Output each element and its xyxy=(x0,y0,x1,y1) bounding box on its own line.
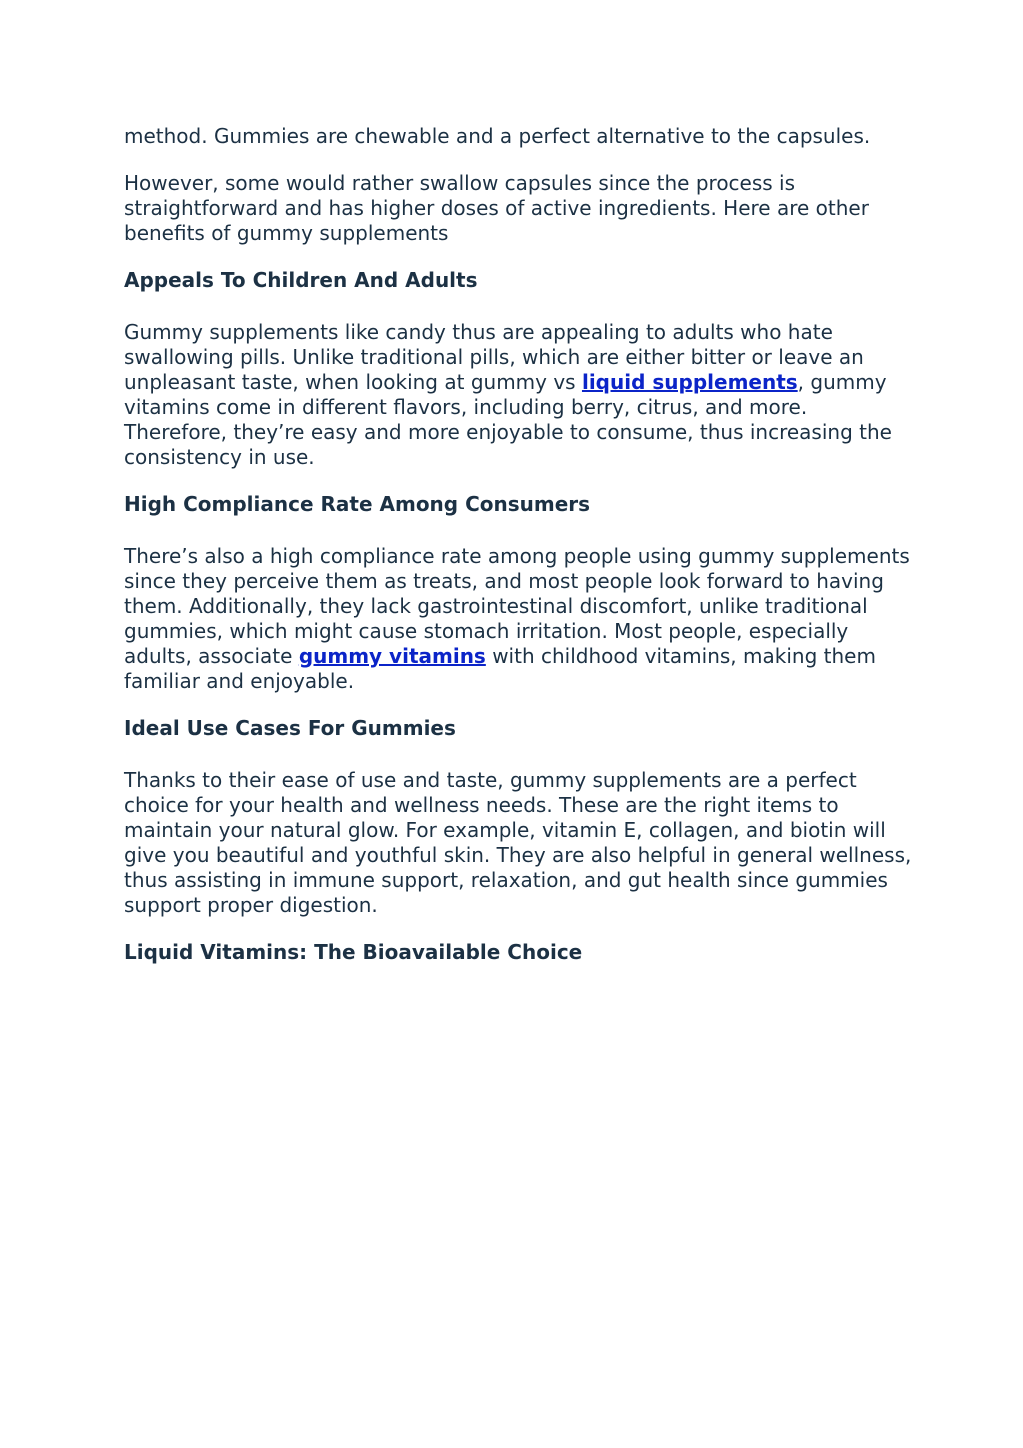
section-paragraph-compliance xyxy=(124,544,914,694)
section-heading-appeals: Appeals To Children And Adults xyxy=(124,268,478,292)
document-page xyxy=(124,124,914,992)
gummy-vitamins-link[interactable]: gummy vitamins xyxy=(298,644,486,668)
paragraph-text: There’s also a high compliance rate among people using gummy supplements since they perceive them as treats, and most people look forward to having them. Additionally, they lack gastrointestinal discomfort, unlike traditional gummies, which might cause stomach irritation. Most people, especially adults, associate xyxy=(124,544,910,668)
paragraph-text: with childhood vitamins, making them familiar and enjoyable. xyxy=(124,644,876,693)
section-heading-compliance: High Compliance Rate Among Consumers xyxy=(124,492,591,516)
paragraph-text: , gummy vitamins come in different flavors, including berry, citrus, and more. Therefore, they’re easy and more enjoyable to consume, thus increasing the consistency in use. xyxy=(124,370,892,469)
section-heading-liquid-vitamins: Liquid Vitamins: The Bioavailable Choice xyxy=(124,940,583,964)
liquid-supplements-link[interactable]: liquid supplements xyxy=(581,370,798,394)
section-paragraph-use-cases: Thanks to their ease of use and taste, gummy supplements are a perfect choice for your health and wellness needs. These are the right items to maintain your natural glow. For example, vitamin E, collagen, and biotin will give you beautiful and youthful skin. They are also helpful in general wellness, thus assisting in immune support, relaxation, and gut health since gummies support proper digestion. xyxy=(124,768,912,917)
intro-paragraph-1: method. Gummies are chewable and a perfect alternative to the capsules. xyxy=(124,124,871,148)
section-heading-use-cases: Ideal Use Cases For Gummies xyxy=(124,716,456,740)
paragraph-text: Gummy supplements like candy thus are appealing to adults who hate swallowing pills. Unlike traditional pills, which are either bitter or leave an unpleasant taste, when looking at gummy vs xyxy=(124,320,864,394)
intro-paragraph-2: However, some would rather swallow capsules since the process is straightforward and has higher doses of active ingredients. Here are other benefits of gummy supplements xyxy=(124,171,869,245)
section-paragraph-appeals xyxy=(124,320,914,470)
